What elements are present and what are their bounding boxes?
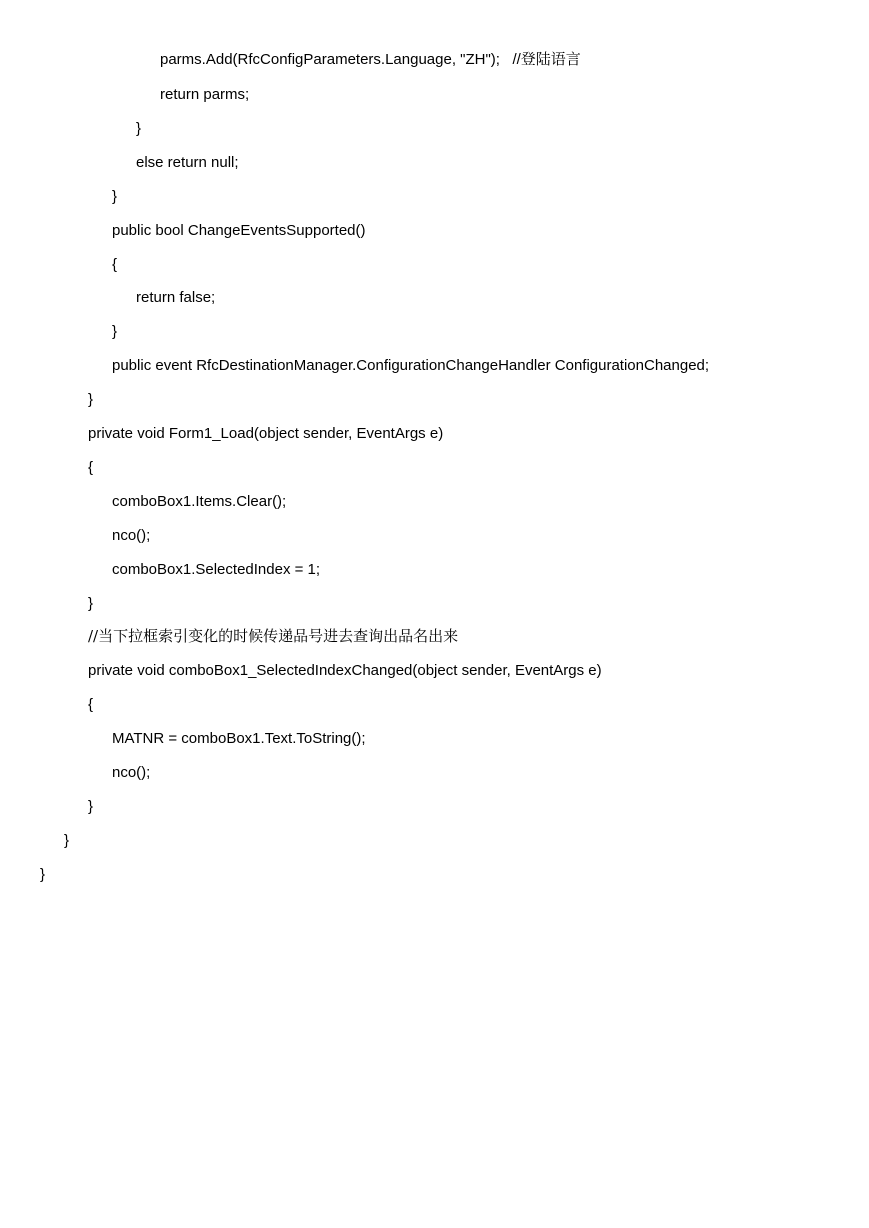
code-line-else-return-null: else return null; (136, 154, 239, 171)
code-line-configuration-changed-event: public event RfcDestinationManager.ConfigurationChangeHandler ConfigurationChanged; (112, 357, 710, 374)
code-line-close-brace: } (112, 188, 118, 205)
code-line-open-brace: { (88, 696, 94, 713)
code-line-selected-index-changed-signature: private void comboBox1_SelectedIndexChanged(object sender, EventArgs e) (88, 662, 602, 679)
code-line-close-brace: } (88, 595, 94, 612)
code-line-nco-call: nco(); (112, 527, 151, 544)
code-line-parms-add: parms.Add(RfcConfigParameters.Language, "ZH"); //登陆语言 (160, 51, 581, 68)
code-line-selected-index-assign: comboBox1.SelectedIndex = 1; (112, 561, 321, 578)
code-line-open-brace: { (88, 459, 94, 476)
code-line-items-clear: comboBox1.Items.Clear(); (112, 493, 287, 510)
code-line-close-brace: } (88, 391, 94, 408)
code-line-close-brace: } (40, 866, 46, 883)
code-line-matnr-assign: MATNR = comboBox1.Text.ToString(); (112, 730, 366, 747)
code-line-comment: //当下拉框索引变化的时候传递品号进去查询出品名出来 (88, 627, 459, 645)
code-line-close-brace: } (136, 120, 142, 137)
code-line-form1-load-signature: private void Form1_Load(object sender, EventArgs e) (88, 425, 444, 442)
code-line-open-brace: { (112, 256, 118, 273)
code-line-return-parms: return parms; (160, 86, 250, 103)
code-line-change-events-supported: public bool ChangeEventsSupported() (112, 222, 366, 239)
code-line-return-false: return false; (136, 289, 216, 306)
code-line-close-brace: } (64, 832, 70, 849)
code-line-nco-call: nco(); (112, 764, 151, 781)
code-line-close-brace: } (112, 323, 118, 340)
code-line-close-brace: } (88, 798, 94, 815)
